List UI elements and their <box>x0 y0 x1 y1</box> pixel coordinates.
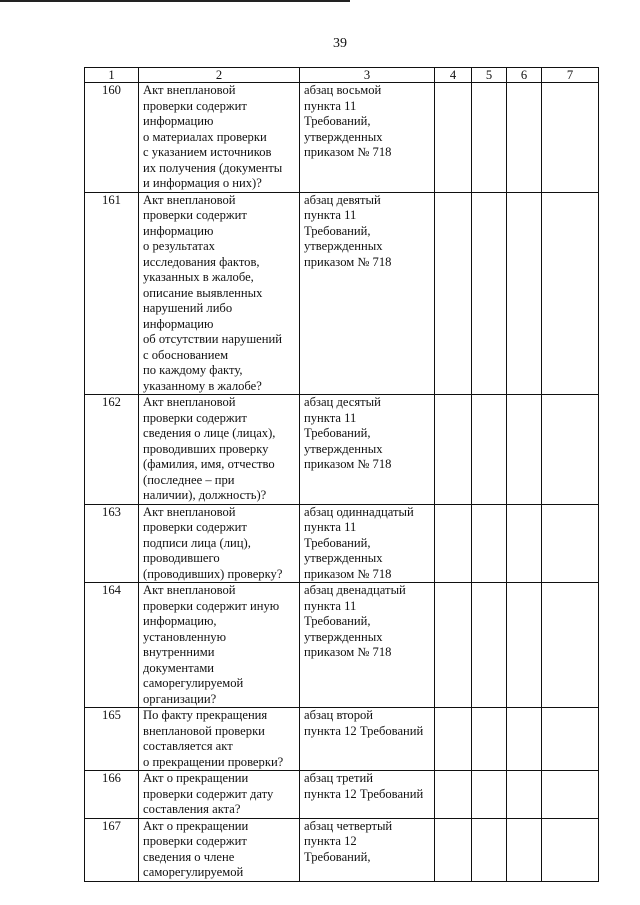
question-cell <box>139 395 300 505</box>
reference-line: Требований, <box>304 535 371 550</box>
reference-cell <box>300 818 435 881</box>
question-line: проверки содержит <box>143 410 247 425</box>
blank-cell-col-6 <box>507 818 542 881</box>
reference-line: пункта 11 <box>304 520 357 534</box>
blank-cell-col-7 <box>542 83 599 193</box>
row-number: 160 <box>85 83 139 193</box>
question-line: Акт внеплановой <box>143 504 236 519</box>
reference-line: приказом № 718 <box>304 254 392 269</box>
row-number: 165 <box>85 708 139 771</box>
blank-cell-col-7 <box>542 395 599 505</box>
question-cell <box>139 771 300 819</box>
question-line: проверки содержит дату <box>143 786 274 801</box>
question-line: и информация о них)? <box>143 176 262 190</box>
blank-cell-col-5 <box>472 504 507 583</box>
requirements-table <box>84 67 599 882</box>
blank-cell-col-6 <box>507 583 542 708</box>
question-line: Акт о прекращении <box>143 771 249 785</box>
col-header: 1 <box>85 68 139 83</box>
row-number: 164 <box>85 583 139 708</box>
blank-cell-col-5 <box>472 771 507 819</box>
blank-cell-col-7 <box>542 504 599 583</box>
reference-cell <box>300 504 435 583</box>
reference-line: пункта 12 Требований <box>304 786 424 801</box>
question-line: (последнее – при <box>143 472 235 487</box>
blank-cell-col-5 <box>472 192 507 395</box>
question-line: сведения о лице (лицах), <box>143 426 276 440</box>
question-line: Акт внеплановой <box>143 583 236 597</box>
reference-cell <box>300 708 435 771</box>
question-line: об отсутствии нарушений <box>143 332 282 346</box>
reference-line: приказом № 718 <box>304 457 392 471</box>
blank-cell-col-5 <box>472 395 507 505</box>
question-line: указанных в жалобе, <box>143 270 254 284</box>
question-line: информацию <box>143 316 214 331</box>
reference-line: утвержденных <box>304 129 383 144</box>
reference-line: абзац одиннадцатый <box>304 504 414 519</box>
reference-line: абзац девятый <box>304 192 381 207</box>
question-line: внеплановой проверки <box>143 723 265 738</box>
reference-line: приказом № 718 <box>304 645 392 659</box>
question-line: установленную <box>143 629 227 644</box>
question-cell <box>139 708 300 771</box>
blank-cell-col-7 <box>542 192 599 395</box>
question-line: указанному в жалобе? <box>143 378 262 393</box>
table-row <box>85 395 599 505</box>
reference-line: приказом № 718 <box>304 145 392 159</box>
reference-line: абзац десятый <box>304 395 381 409</box>
col-header: 2 <box>139 68 300 83</box>
reference-cell <box>300 583 435 708</box>
question-line: Акт внеплановой <box>143 395 236 409</box>
question-line: нарушений либо <box>143 301 233 315</box>
reference-line: Требований, <box>304 114 371 128</box>
question-line: саморегулируемой <box>143 865 244 879</box>
question-line: проверки содержит <box>143 208 247 222</box>
reference-line: Требований, <box>304 426 371 440</box>
question-line: проверки содержит <box>143 520 247 534</box>
question-line: наличии), должность)? <box>143 488 267 502</box>
reference-line: приказом № 718 <box>304 566 392 581</box>
question-line: саморегулируемой <box>143 676 244 690</box>
question-line: их получения (документы <box>143 160 283 175</box>
question-line: проводивших проверку <box>143 441 269 456</box>
question-line: по каждому факту, <box>143 363 243 377</box>
blank-cell-col-4 <box>435 771 472 819</box>
blank-cell-col-5 <box>472 583 507 708</box>
blank-cell-col-5 <box>472 818 507 881</box>
question-line: Акт о прекращении <box>143 818 249 833</box>
question-line: Акт внеплановой <box>143 83 236 97</box>
question-cell <box>139 583 300 708</box>
blank-cell-col-4 <box>435 395 472 505</box>
question-line: с обоснованием <box>143 347 229 362</box>
col-header: 5 <box>472 68 507 83</box>
question-line: (фамилия, имя, отчество <box>143 457 275 471</box>
col-header: 7 <box>542 68 599 83</box>
blank-cell-col-6 <box>507 771 542 819</box>
question-line: документами <box>143 660 215 675</box>
blank-cell-col-7 <box>542 818 599 881</box>
question-cell <box>139 504 300 583</box>
reference-cell <box>300 771 435 819</box>
question-cell <box>139 818 300 881</box>
question-line: проводившего <box>143 551 220 565</box>
question-line: с указанием источников <box>143 145 272 159</box>
reference-line: утвержденных <box>304 551 383 565</box>
reference-line: абзац третий <box>304 771 373 785</box>
blank-cell-col-4 <box>435 83 472 193</box>
question-line: составляется акт <box>143 739 233 753</box>
header-row <box>85 68 599 83</box>
table-row <box>85 708 599 771</box>
blank-cell-col-6 <box>507 192 542 395</box>
blank-cell-col-4 <box>435 583 472 708</box>
reference-line: пункта 12 <box>304 834 357 848</box>
reference-line: утвержденных <box>304 239 383 253</box>
reference-line: пункта 12 Требований <box>304 723 424 738</box>
question-line: внутренними <box>143 645 215 659</box>
table-body <box>85 83 599 882</box>
blank-cell-col-7 <box>542 583 599 708</box>
question-line: составления акта? <box>143 802 241 816</box>
reference-line: утвержденных <box>304 629 383 644</box>
reference-line: абзац двенадцатый <box>304 583 406 597</box>
question-line: о результатах <box>143 239 215 253</box>
page-number: 39 <box>333 36 347 51</box>
blank-cell-col-6 <box>507 83 542 193</box>
table-row <box>85 504 599 583</box>
question-line: исследования фактов, <box>143 254 260 269</box>
blank-cell-col-6 <box>507 504 542 583</box>
reference-line: Требований, <box>304 849 371 864</box>
question-line: организации? <box>143 691 217 706</box>
question-cell <box>139 83 300 193</box>
blank-cell-col-5 <box>472 83 507 193</box>
reference-line: абзац второй <box>304 708 374 722</box>
question-line: о материалах проверки <box>143 129 267 144</box>
question-line: проверки содержит <box>143 834 247 848</box>
reference-cell <box>300 192 435 395</box>
reference-line: пункта 11 <box>304 98 357 113</box>
question-line: информацию <box>143 223 214 238</box>
question-line: По факту прекращения <box>143 708 268 722</box>
col-header: 6 <box>507 68 542 83</box>
blank-cell-col-6 <box>507 708 542 771</box>
question-line: подписи лица (лиц), <box>143 535 251 550</box>
blank-cell-col-4 <box>435 504 472 583</box>
question-cell <box>139 192 300 395</box>
row-number: 162 <box>85 395 139 505</box>
table-row <box>85 83 599 193</box>
reference-line: абзац восьмой <box>304 83 382 97</box>
question-line: о прекращении проверки? <box>143 754 284 769</box>
question-line: информацию, <box>143 614 217 628</box>
question-line: проверки содержит иную <box>143 598 280 613</box>
reference-line: утвержденных <box>304 441 383 456</box>
col-header: 4 <box>435 68 472 83</box>
row-number: 163 <box>85 504 139 583</box>
row-number: 166 <box>85 771 139 819</box>
blank-cell-col-5 <box>472 708 507 771</box>
table-row <box>85 192 599 395</box>
table-row <box>85 771 599 819</box>
reference-line: пункта 11 <box>304 598 357 613</box>
row-number: 167 <box>85 818 139 881</box>
blank-cell-col-4 <box>435 818 472 881</box>
blank-cell-col-4 <box>435 708 472 771</box>
question-line: (проводивших) проверку? <box>143 566 283 581</box>
table-row <box>85 583 599 708</box>
blank-cell-col-7 <box>542 771 599 819</box>
question-line: сведения о члене <box>143 849 235 864</box>
question-line: Акт внеплановой <box>143 192 236 207</box>
row-number: 161 <box>85 192 139 395</box>
reference-line: абзац четвертый <box>304 818 393 833</box>
question-line: проверки содержит <box>143 98 247 113</box>
reference-cell <box>300 395 435 505</box>
blank-cell-col-7 <box>542 708 599 771</box>
reference-cell <box>300 83 435 193</box>
question-line: описание выявленных <box>143 285 263 300</box>
top-rule <box>0 0 350 2</box>
reference-line: Требований, <box>304 614 371 628</box>
col-header: 3 <box>300 68 435 83</box>
blank-cell-col-6 <box>507 395 542 505</box>
reference-line: Требований, <box>304 223 371 238</box>
table-row <box>85 818 599 881</box>
reference-line: пункта 11 <box>304 410 357 425</box>
reference-line: пункта 11 <box>304 208 357 222</box>
question-line: информацию <box>143 114 214 128</box>
blank-cell-col-4 <box>435 192 472 395</box>
